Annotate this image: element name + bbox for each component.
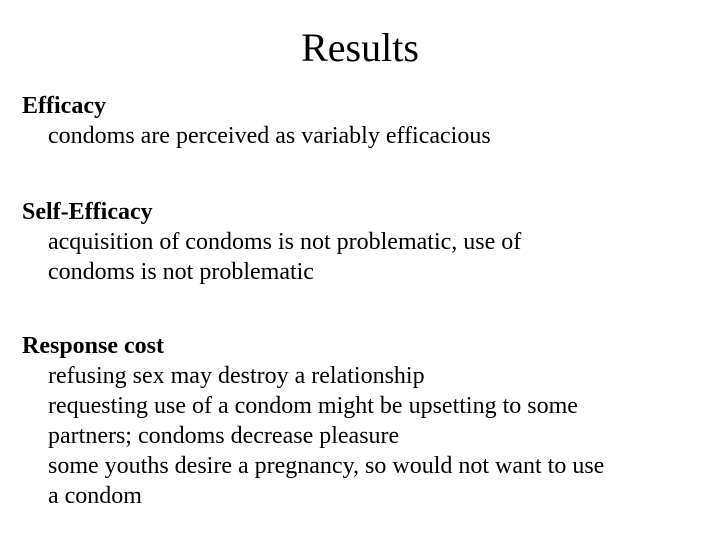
section-response-cost <box>22 331 702 511</box>
section-text-line: partners; condoms decrease pleasure <box>48 423 400 449</box>
section-text-line: some youths desire a pregnancy, so would not want to use <box>48 453 605 479</box>
section-text-line: condoms is not problematic <box>48 259 314 285</box>
section-self-efficacy <box>22 197 702 287</box>
section-text-line: requesting use of a condom might be upsetting to some <box>48 393 578 419</box>
section-heading: Response cost <box>22 333 164 359</box>
section-heading: Efficacy <box>22 93 106 119</box>
section-text-line: condoms are perceived as variably efficacious <box>48 123 491 149</box>
section-text-line: a condom <box>48 483 142 509</box>
section-text-line: refusing sex may destroy a relationship <box>48 363 425 389</box>
section-text-line: acquisition of condoms is not problematic, use of <box>48 229 522 255</box>
slide-title: Results <box>301 25 419 70</box>
section-efficacy <box>22 91 702 151</box>
section-heading: Self-Efficacy <box>22 199 153 225</box>
